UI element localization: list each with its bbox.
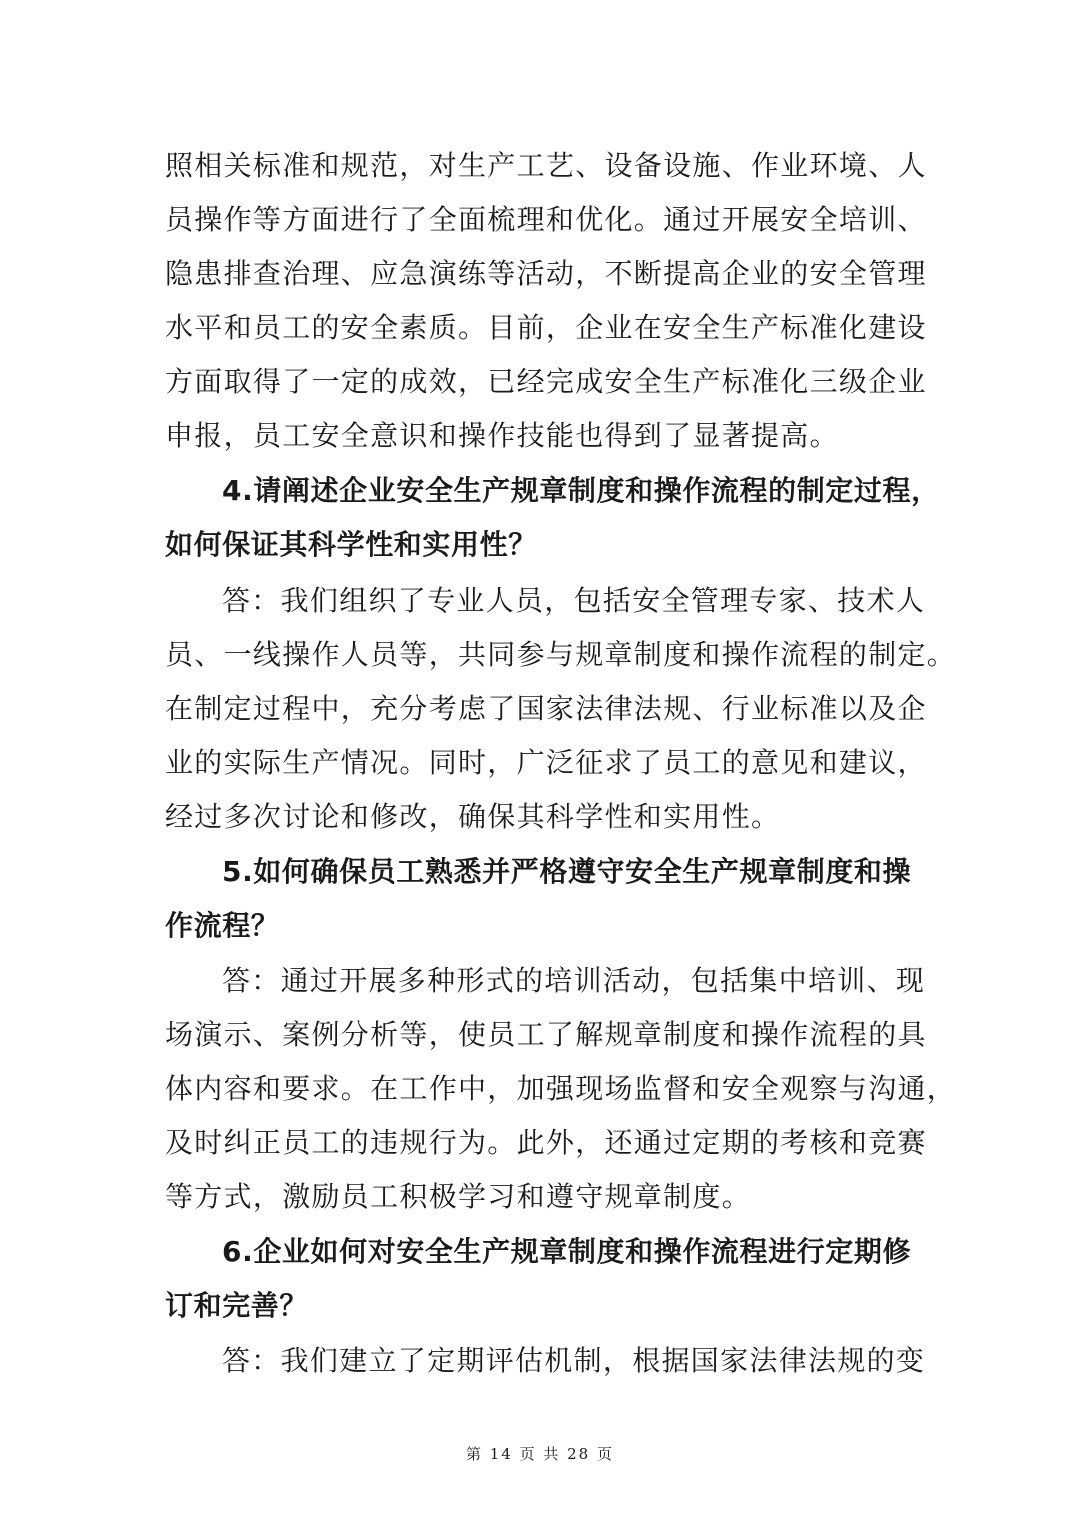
body-line: 员操作等方面进行了全面梳理和优化。通过开展安全培训、 bbox=[165, 203, 927, 236]
question-6-heading-cont: 订和完善？ bbox=[165, 1289, 309, 1322]
question-5-heading-cont: 作流程？ bbox=[165, 909, 280, 942]
answer-5-line: 体内容和要求。在工作中，加强现场监督和安全观察与沟通， bbox=[165, 1072, 957, 1105]
question-6-heading: 6.企业如何对安全生产规章制度和操作流程进行定期修 bbox=[222, 1235, 912, 1268]
answer-5-line: 等方式，激励员工积极学习和遵守规章制度。 bbox=[165, 1180, 752, 1213]
question-4-heading: 4.请阐述企业安全生产规章制度和操作流程的制定过程， bbox=[222, 474, 940, 507]
answer-5-line: 及时纠正员工的违规行为。此外，还通过定期的考核和竞赛 bbox=[165, 1126, 927, 1159]
body-line: 方面取得了一定的成效，已经完成安全生产标准化三级企业 bbox=[165, 365, 927, 398]
answer-6-line: 答：我们建立了定期评估机制，根据国家法律法规的变 bbox=[222, 1344, 926, 1377]
body-line: 申报，员工安全意识和操作技能也得到了显著提高。 bbox=[165, 419, 839, 452]
answer-4-line: 经过多次讨论和修改，确保其科学性和实用性。 bbox=[165, 800, 781, 833]
body-line: 水平和员工的安全素质。目前，企业在安全生产标准化建设 bbox=[165, 311, 927, 344]
answer-5-line: 答：通过开展多种形式的培训活动，包括集中培训、现 bbox=[222, 964, 926, 997]
question-4-heading-cont: 如何保证其科学性和实用性？ bbox=[165, 528, 537, 561]
page-number-footer: 第 14 页 共 28 页 bbox=[465, 1445, 614, 1463]
body-line: 隐患排查治理、应急演练等活动，不断提高企业的安全管理 bbox=[165, 257, 927, 290]
answer-5-line: 场演示、案例分析等，使员工了解规章制度和操作流程的具 bbox=[165, 1018, 927, 1051]
answer-4-line: 答：我们组织了专业人员，包括安全管理专家、技术人 bbox=[222, 584, 926, 617]
question-5-heading: 5.如何确保员工熟悉并严格遵守安全生产规章制度和操 bbox=[222, 855, 912, 888]
body-line: 照相关标准和规范，对生产工艺、设备设施、作业环境、人 bbox=[165, 149, 927, 182]
answer-4-line: 业的实际生产情况。同时，广泛征求了员工的意见和建议， bbox=[165, 746, 927, 779]
answer-4-line: 在制定过程中，充分考虑了国家法律法规、行业标准以及企 bbox=[165, 692, 927, 725]
answer-4-line: 员、一线操作人员等，共同参与规章制度和操作流程的制定。 bbox=[165, 638, 957, 671]
